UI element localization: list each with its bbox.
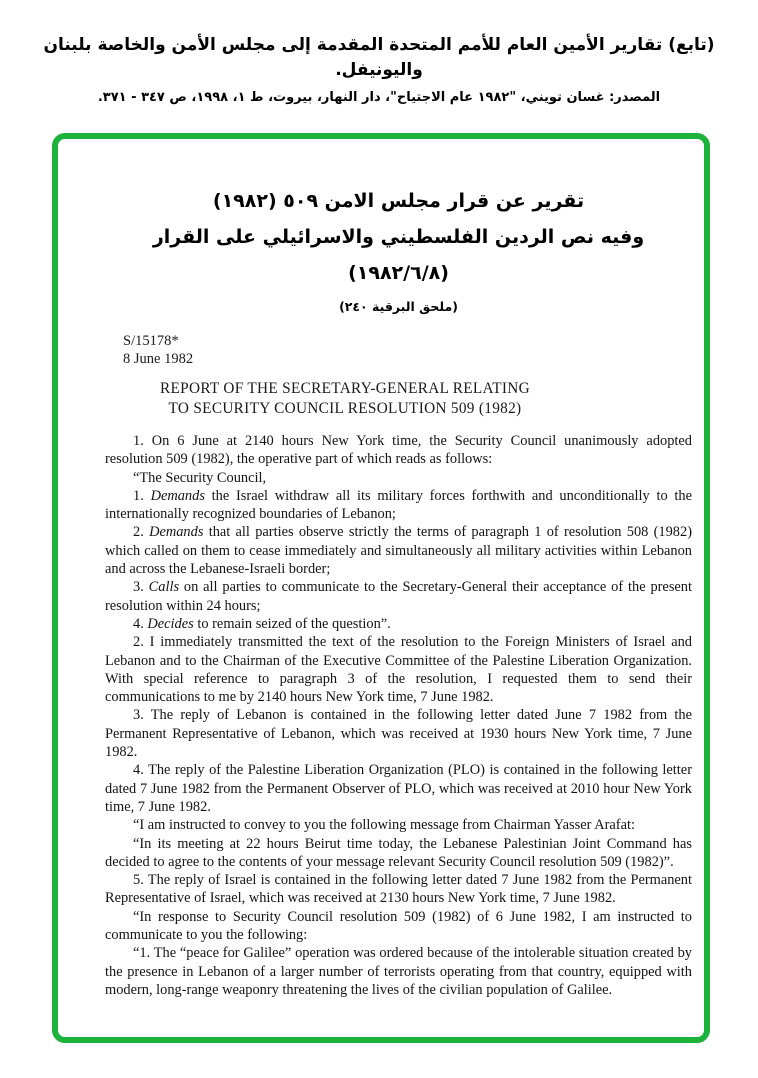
scanned-document xyxy=(58,139,704,1009)
text-run: 3. xyxy=(133,579,149,596)
arabic-title-date xyxy=(105,255,692,291)
arabic-title-block xyxy=(105,183,692,321)
text-run: 3. The reply of Lebanon is contained in the following letter dated June 7 1982 from the Permanent Representative of Lebanon, which was received at 1930 hours New York time, 7 June 1982. xyxy=(105,707,692,761)
document-title-line2: TO SECURITY COUNCIL RESOLUTION 509 (1982) xyxy=(168,399,522,417)
text-run: “1. The “peace for Galilee” operation was ordered because of the intolerable situation created by the presence in Lebanon of a larger number of terrorists operating from that country, equipped with modern, long-range weaponry threatening the lives of the civilian population of Galilee. xyxy=(105,945,692,998)
paragraph xyxy=(105,944,692,999)
paragraph xyxy=(105,706,692,761)
paragraph xyxy=(105,908,692,945)
text-run: 5. The reply of Israel is contained in the following letter dated 7 June 1982 from the Permanent Representative of Israel, which was received at 2130 hours New York time, 7 June 1982. xyxy=(105,872,692,907)
arabic-title-line2: وفيه نص الردين الفلسطيني والاسرائيلي على القرار xyxy=(152,226,645,248)
italic-run: Decides xyxy=(147,615,194,632)
paragraph xyxy=(105,615,692,633)
text-run: that all parties observe strictly the terms of paragraph 1 of resolution 508 (1982) which called on them to cease immediately and simultaneously all military activities within Lebanon and across the Lebanese-Israeli border; xyxy=(105,524,692,578)
text-run: 4. The reply of the Palestine Liberation Organization (PLO) is contained in the following letter dated 7 June 1982 from the Permanent Observer of PLO, which was received at 2010 hour New York time, 7 June 1982. xyxy=(105,762,692,815)
text-run: 2. I immediately transmitted the text of the resolution to the Foreign Ministers of Israel and Lebanon and to the Chairman of the Executive Committee of the Palestine Liberation Organization. With special reference to paragraph 3 of the resolution, I requested them to send their communications to me by 2140 hours New York time, 7 June 1982. xyxy=(105,634,692,706)
italic-run: Calls xyxy=(148,579,180,596)
paragraph xyxy=(105,835,692,872)
text-run: to remain seized of the question”. xyxy=(193,615,391,632)
document-frame xyxy=(52,133,710,1043)
paragraph xyxy=(105,432,692,469)
text-run: “In response to Security Council resolution 509 (1982) of 6 June 1982, I am instructed to communicate to you the following: xyxy=(105,908,692,944)
paragraph xyxy=(105,816,692,834)
document-date: 8 June 1982 xyxy=(123,350,194,367)
text-run: 2. xyxy=(133,524,150,541)
document-meta xyxy=(105,333,692,368)
paragraph xyxy=(105,487,692,524)
paragraph xyxy=(105,871,692,908)
text-run: “In its meeting at 22 hours Beirut time today, the Lebanese Palestinian Joint Command has decided to agree to the contents of your message relevant Security Council resolution 509 (1982)”. xyxy=(105,835,692,870)
header-title-arabic: (تابع) تقارير الأمين العام للأمم المتحدة المقدمة إلى مجلس الأمن والخاصة بلبنان واليونيفل. xyxy=(43,35,715,80)
paragraph xyxy=(105,761,692,816)
text-run: 4. xyxy=(133,615,148,632)
document-body xyxy=(105,432,692,999)
italic-run: Demands xyxy=(149,524,204,541)
paragraph xyxy=(105,633,692,706)
arabic-title-annex: (ملحق البرقية ٢٤٠) xyxy=(339,299,458,314)
document-title xyxy=(105,379,585,418)
paragraph xyxy=(105,578,692,615)
text-run: “The Security Council, xyxy=(133,469,267,486)
arabic-title-line1: تقرير عن قرار مجلس الامن ٥٠٩ (١٩٨٢) xyxy=(212,190,585,212)
italic-run: Demands xyxy=(150,487,205,504)
text-run: on all parties to communicate to the Secretary-General their acceptance of the present resolution within 24 hours; xyxy=(105,579,693,614)
header-source-line: المصدر: غسان تويني، "١٩٨٢ عام الاجتياح"، دار النهار، بيروت، ط ١، ١٩٩٨، ص ٣٤٧ - ٣٧١. xyxy=(97,90,661,105)
page-header xyxy=(0,0,758,108)
text-run: “I am instructed to convey to you the following message from Chairman Yasser Arafat: xyxy=(133,817,635,834)
document-title-line1: REPORT OF THE SECRETARY-GENERAL RELATING xyxy=(160,380,530,397)
paragraph xyxy=(105,469,692,487)
text-run: 1. xyxy=(133,487,151,504)
arabic-date-text: (١٩٨٢/٦/٨) xyxy=(348,262,449,284)
paragraph xyxy=(105,523,692,578)
text-run: 1. On 6 June at 2140 hours New York time, the Security Council unanimously adopted resolution 509 (1982), the operative part of which reads as follows: xyxy=(105,433,692,468)
text-run: the Israel withdraw all its military forces forthwith and unconditionally to the internationally recognized boundaries of Lebanon; xyxy=(105,487,693,523)
document-symbol: S/15178* xyxy=(123,333,179,349)
